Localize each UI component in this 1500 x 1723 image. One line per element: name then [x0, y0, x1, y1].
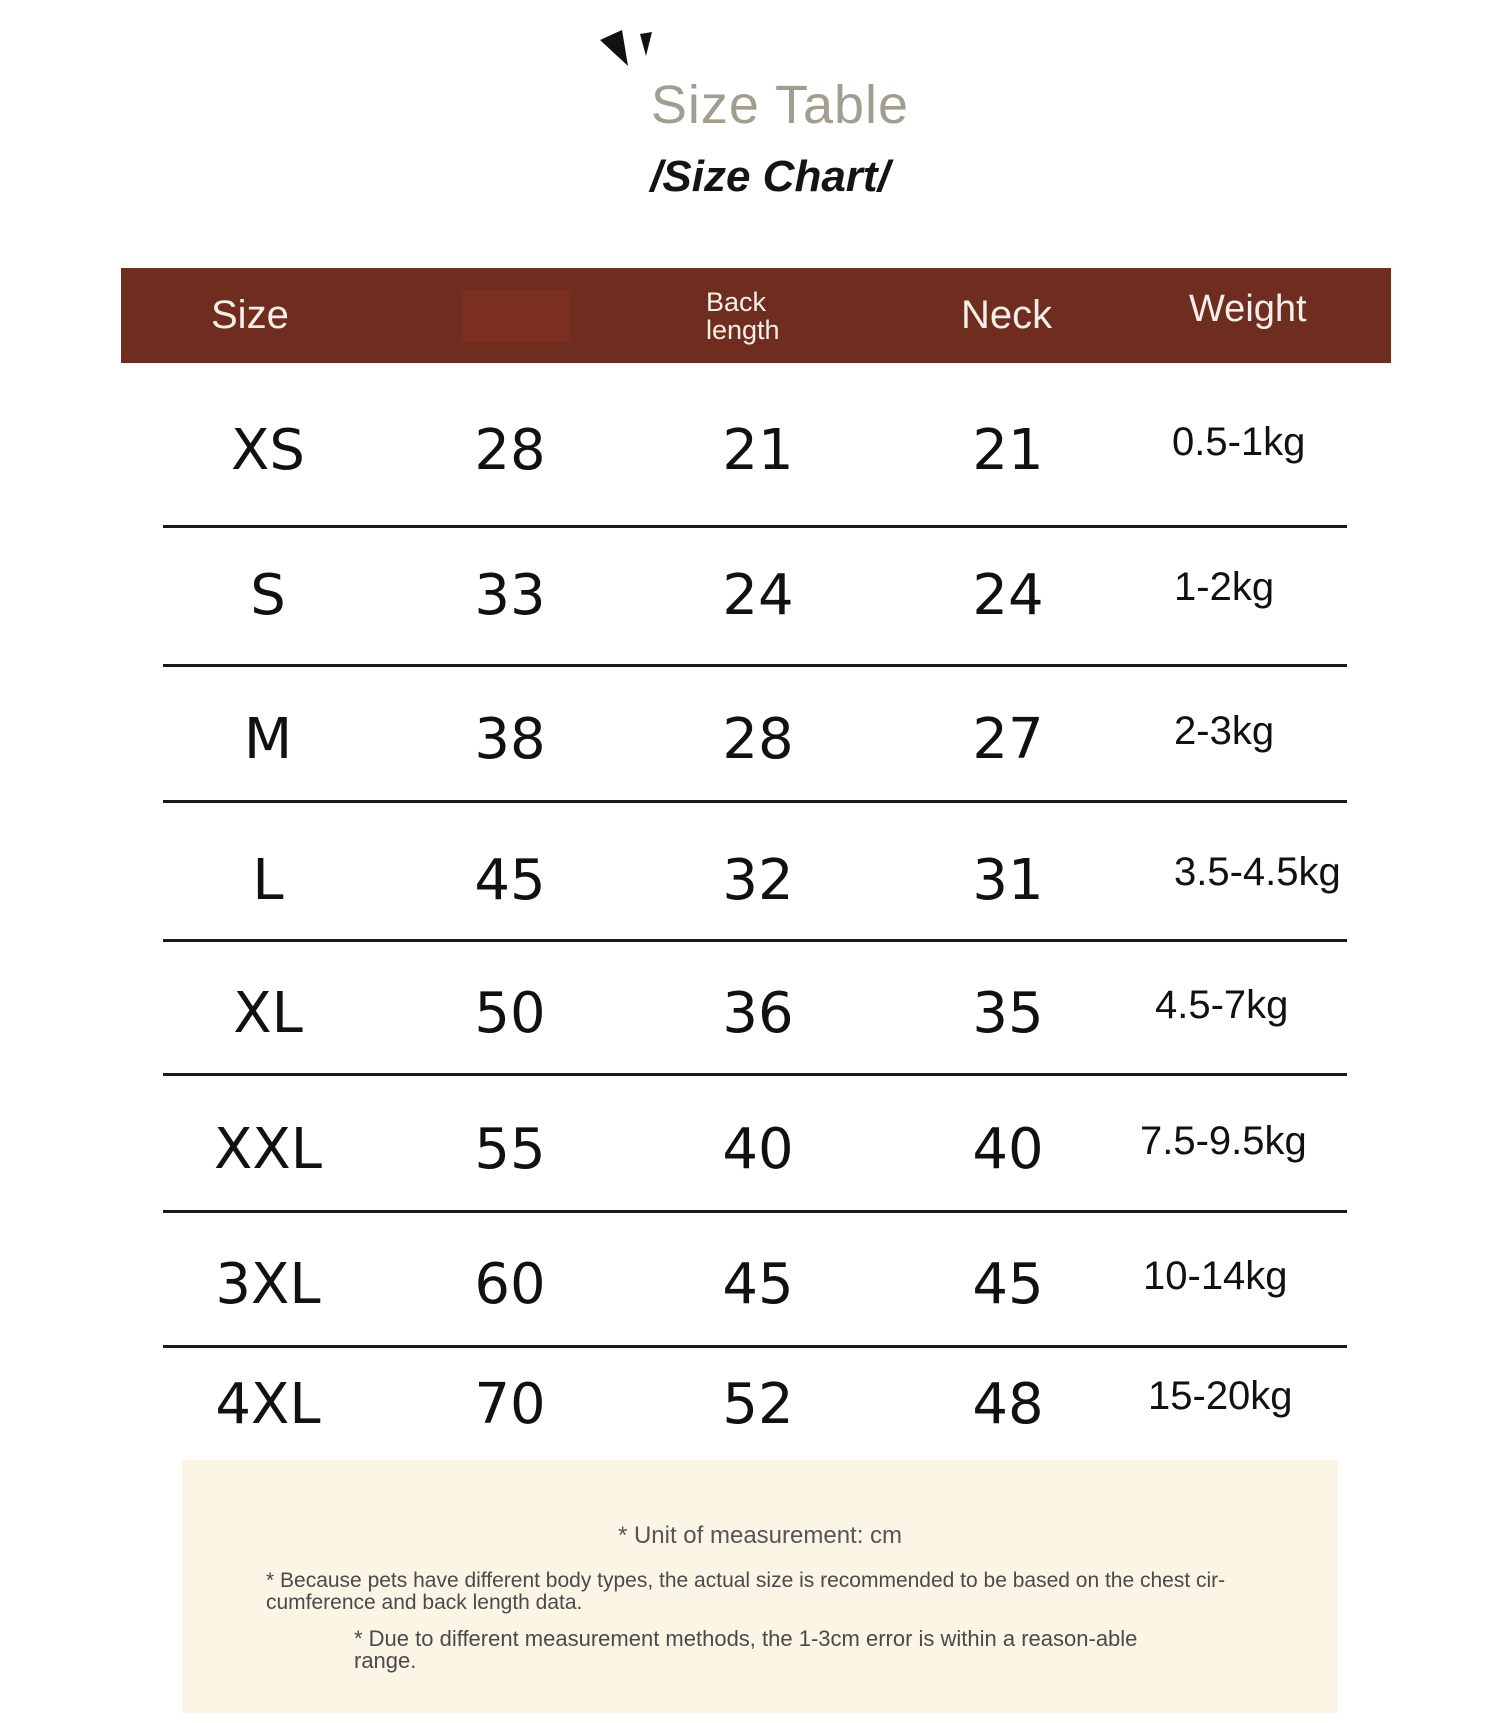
- cell-back: 28: [722, 707, 794, 772]
- note-error-range: * Due to different measurement methods, the 1-3cm error is within a reason-able range.: [354, 1626, 1138, 1673]
- note-unit: * Unit of measurement: cm: [617, 1522, 903, 1549]
- cell-chest: 38: [474, 707, 546, 772]
- cell-chest: 70: [474, 1372, 546, 1437]
- cell-size: XL: [233, 981, 303, 1046]
- cell-back: 36: [722, 981, 794, 1046]
- cell-weight: 0.5-1kg: [1172, 420, 1306, 464]
- cell-weight: 3.5-4.5kg: [1174, 850, 1341, 894]
- cell-neck: 48: [972, 1372, 1044, 1437]
- cell-neck: 45: [972, 1252, 1044, 1317]
- cell-weight: 4.5-7kg: [1155, 983, 1289, 1027]
- cell-neck: 31: [972, 848, 1044, 913]
- row-divider: [163, 1210, 1347, 1213]
- cell-size: S: [250, 563, 286, 628]
- cell-back: 45: [722, 1252, 794, 1317]
- cell-back: 52: [722, 1372, 794, 1437]
- table-header: [121, 268, 1391, 363]
- cell-chest: 45: [474, 848, 546, 913]
- header-weight: Weight: [1189, 288, 1307, 330]
- cell-chest: 50: [474, 981, 546, 1046]
- cell-neck: 21: [972, 418, 1044, 483]
- row-divider: [163, 1345, 1347, 1348]
- cell-weight: 10-14kg: [1143, 1254, 1288, 1298]
- note-body-types: * Because pets have different body types, the actual size is recommended to be based on the chest cir-cumference and back length data.: [266, 1569, 1226, 1614]
- header-chest: [461, 268, 571, 363]
- row-divider: [163, 525, 1347, 528]
- cell-back: 32: [722, 848, 794, 913]
- cell-neck: 27: [972, 707, 1044, 772]
- cell-size: 4XL: [215, 1372, 321, 1437]
- cell-weight: 15-20kg: [1148, 1374, 1293, 1418]
- row-divider: [163, 1073, 1347, 1076]
- cell-neck: 24: [972, 563, 1044, 628]
- cell-size: XS: [231, 418, 305, 483]
- header-back-line2: length: [706, 314, 780, 345]
- cell-size: XXL: [214, 1117, 322, 1182]
- cell-chest: 60: [474, 1252, 546, 1317]
- cell-back: 21: [722, 418, 794, 483]
- cell-chest: 33: [474, 563, 546, 628]
- row-divider: [163, 939, 1347, 942]
- header-back-line1: Back: [706, 286, 767, 317]
- cell-size: M: [243, 707, 293, 772]
- row-divider: [163, 664, 1347, 667]
- page-title: Size Table: [650, 75, 910, 135]
- header-size: Size: [211, 293, 289, 337]
- page-subtitle: /Size Chart/: [650, 152, 890, 201]
- cell-weight: 1-2kg: [1174, 565, 1275, 609]
- cell-neck: 40: [972, 1117, 1044, 1182]
- header-back-length: [706, 268, 780, 363]
- cell-size: 3XL: [215, 1252, 321, 1317]
- cell-chest: 55: [474, 1117, 546, 1182]
- header-neck: Neck: [961, 293, 1053, 337]
- cell-weight: 7.5-9.5kg: [1140, 1119, 1307, 1163]
- cell-size: L: [252, 848, 284, 913]
- cell-neck: 35: [972, 981, 1044, 1046]
- header-chest-placeholder: [461, 290, 571, 342]
- row-divider: [163, 800, 1347, 803]
- decorative-sparkle-icon: [600, 26, 660, 70]
- cell-back: 40: [722, 1117, 794, 1182]
- cell-chest: 28: [474, 418, 546, 483]
- cell-weight: 2-3kg: [1174, 709, 1275, 753]
- cell-back: 24: [722, 563, 794, 628]
- measurement-notes: [182, 1460, 1338, 1713]
